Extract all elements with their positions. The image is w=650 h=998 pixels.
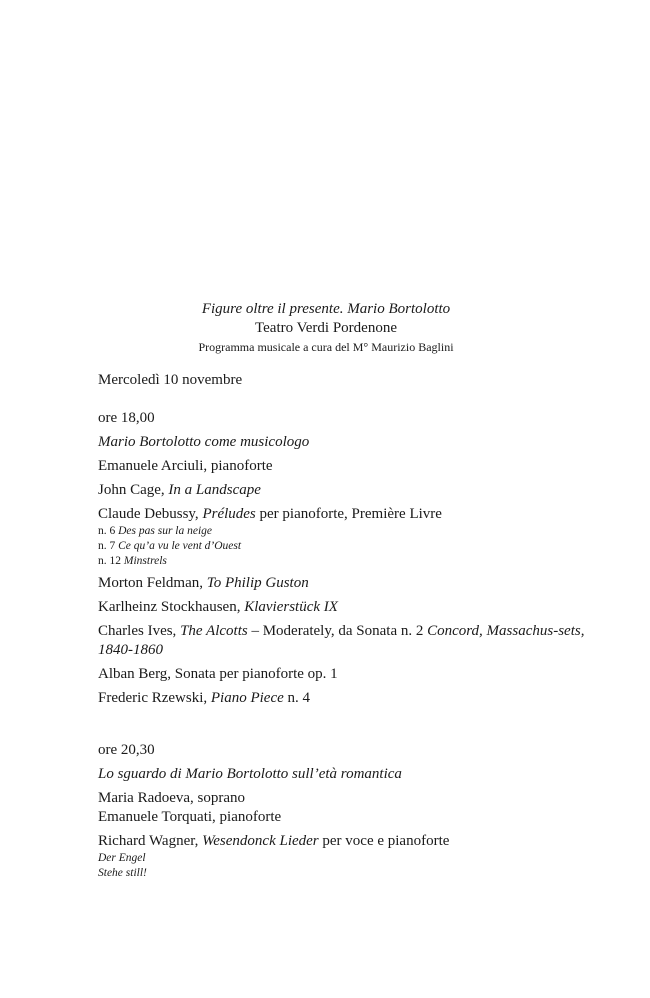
work-detail: per voce e pianoforte [318, 833, 450, 849]
movement-number: n. 7 [98, 540, 119, 552]
session-title: Lo sguardo di Mario Bortolotto sull’età romantica [98, 766, 402, 782]
event-venue: Teatro Verdi Pordenone [255, 320, 397, 336]
work-title: Piano Piece [210, 690, 284, 706]
work-title: Préludes [202, 506, 256, 522]
piece-feldman [98, 574, 588, 593]
composer: Morton Feldman, [98, 575, 207, 591]
program-header [98, 300, 554, 355]
movement [98, 524, 588, 539]
event-curator: Programma musicale a cura del M° Maurizio Baglini [198, 340, 454, 354]
performer: Maria Radoeva, soprano [98, 790, 246, 806]
work-title: In a Landscape [168, 482, 261, 498]
movement-title: Ce qu’a vu le vent d’Ouest [118, 540, 242, 552]
movement [98, 851, 588, 866]
work-title: Wesendonck Lieder [202, 833, 319, 849]
session-1 [98, 409, 588, 708]
composer: Frederic Rzewski, [98, 690, 211, 706]
composer: Alban Berg, Sonata per pianoforte op. 1 [98, 666, 338, 682]
composer: John Cage, [98, 482, 169, 498]
work-title: Klavierstück IX [244, 599, 338, 615]
session-title: Mario Bortolotto come musicologo [98, 434, 310, 450]
movement [98, 539, 588, 554]
piece-berg [98, 665, 588, 684]
performer: Emanuele Torquati, pianoforte [98, 809, 282, 825]
work-title: The Alcotts [180, 623, 248, 639]
session-2 [98, 741, 588, 881]
composer: Claude Debussy, [98, 506, 203, 522]
movement-number: n. 6 [98, 525, 119, 537]
movement [98, 554, 588, 569]
event-title: Figure oltre il presente. Mario Bortolotto [201, 301, 451, 317]
work-detail: – Moderately, da Sonata n. 2 [247, 623, 428, 639]
movement-title: Der Engel [98, 852, 146, 864]
piece-ives [98, 622, 588, 660]
work-title: To Philip Guston [206, 575, 309, 591]
piece-cage [98, 481, 588, 500]
session-time: ore 18,00 [98, 410, 155, 426]
composer: Richard Wagner, [98, 833, 203, 849]
event-date: Mercoledì 10 novembre [98, 372, 243, 388]
piece-debussy [98, 505, 588, 569]
performer: Emanuele Arciuli, pianoforte [98, 458, 273, 474]
movement-title: Stehe still! [98, 867, 147, 879]
composer: Charles Ives, [98, 623, 181, 639]
movement-title: Minstrels [123, 555, 167, 567]
composer: Karlheinz Stockhausen, [98, 599, 245, 615]
session-time: ore 20,30 [98, 742, 155, 758]
piece-wagner [98, 832, 588, 881]
work-title-2: Concord, Massachus-sets, 1840-1860 [98, 623, 585, 658]
movement [98, 866, 588, 881]
piece-rzewski [98, 689, 588, 708]
movement-title: Des pas sur la neige [118, 525, 213, 537]
work-detail: n. 4 [283, 690, 311, 706]
piece-stockhausen [98, 598, 588, 617]
movement-number: n. 12 [98, 555, 124, 567]
work-detail: per pianoforte, Première Livre [255, 506, 442, 522]
program-content [98, 371, 588, 886]
